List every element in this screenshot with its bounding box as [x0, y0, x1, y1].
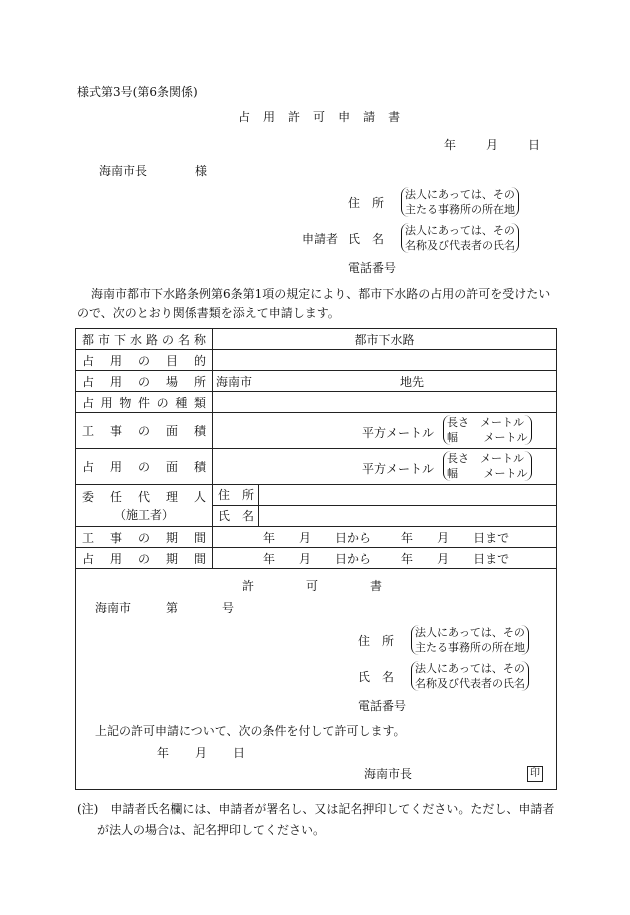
table-row	[76, 449, 557, 485]
period-from: 日から	[335, 551, 372, 566]
applicant-label: 申請者	[302, 232, 339, 246]
note-line: 名称及び代表者の氏名	[405, 239, 515, 252]
addressee-honorific: 様	[195, 164, 208, 178]
note-line-2: が法人の場合は、記名押印してください。	[97, 823, 326, 837]
location-city: 海南市	[216, 374, 253, 389]
row-label: 占用の場所	[76, 371, 213, 392]
permit-title-char: 書	[370, 579, 383, 593]
permit-title-char: 可	[306, 579, 319, 593]
permit-number-city: 海南市	[95, 601, 132, 615]
agent-name-label: 氏 名	[213, 506, 259, 526]
row-label: 占用の期間	[76, 548, 213, 569]
permit-number-go: 号	[222, 601, 235, 615]
area-unit: 平方メートル	[362, 462, 435, 476]
occupancy-period-field[interactable]	[213, 548, 557, 569]
permit-title	[242, 580, 382, 592]
agent-address-label: 住 所	[213, 485, 259, 505]
row-label: 都市下水路の名称	[76, 329, 213, 350]
table-row	[76, 548, 557, 569]
applicant-name-note	[401, 223, 519, 253]
footnote	[77, 799, 554, 841]
note-line: 法人にあっては、その	[405, 224, 515, 237]
meter-unit: メートル	[480, 416, 524, 429]
title-char: 可	[313, 110, 326, 124]
area-unit: 平方メートル	[362, 426, 435, 440]
purpose-field[interactable]	[213, 350, 557, 371]
application-table	[75, 328, 557, 569]
period-year: 年	[401, 530, 414, 545]
title-char: 占	[238, 110, 251, 124]
period-to: 日まで	[473, 530, 510, 545]
note-line: 主たる事務所の所在地	[415, 641, 525, 654]
permit-statement: 上記の許可申請について、次の条件を付して許可します。	[95, 724, 406, 738]
row-label	[76, 485, 213, 527]
table-row	[76, 392, 557, 413]
permit-address-note	[411, 625, 529, 655]
work-period-field[interactable]	[213, 527, 557, 548]
row-label: 占用の目的	[76, 350, 213, 371]
occupancy-area-field[interactable]	[213, 449, 557, 485]
note-line: 主たる事務所の所在地	[405, 203, 515, 216]
applicant-address-label: 住 所	[348, 196, 385, 210]
table-row	[76, 371, 557, 392]
note-line: 名称及び代表者の氏名	[415, 677, 525, 690]
meter-unit: メートル	[483, 431, 528, 444]
applicant-name-label: 氏 名	[348, 232, 385, 246]
title-char: 請	[363, 110, 376, 124]
permit-name-label: 氏 名	[358, 670, 395, 684]
period-month: 月	[437, 551, 450, 566]
permit-date	[157, 747, 245, 759]
row-label: 工事の面積	[76, 413, 213, 449]
date-day: 日	[528, 138, 541, 152]
date-year: 年	[444, 138, 457, 152]
form-title	[238, 111, 413, 123]
application-date	[444, 139, 540, 151]
agent-label: 委任代理人	[82, 489, 206, 504]
note-line: 法人にあっては、その	[415, 626, 525, 639]
period-month: 月	[437, 530, 450, 545]
addressee-name: 海南市長	[99, 164, 148, 178]
title-char: 許	[288, 110, 301, 124]
width-label: 幅	[447, 467, 458, 480]
period-from: 日から	[335, 530, 372, 545]
period-year: 年	[263, 530, 276, 545]
permit-number-dai: 第	[166, 601, 179, 615]
permit-year: 年	[157, 746, 170, 760]
dimension-note	[443, 415, 532, 445]
title-char: 申	[338, 110, 351, 124]
period-month: 月	[299, 530, 312, 545]
period-year: 年	[263, 551, 276, 566]
dimension-note	[443, 451, 532, 481]
period-to: 日まで	[473, 551, 510, 566]
length-label: 長さ	[447, 416, 469, 429]
table-row	[76, 527, 557, 548]
permit-number	[95, 602, 234, 614]
table-row	[76, 329, 557, 350]
note-mark: (注)	[77, 802, 99, 816]
row-label: 工事の期間	[76, 527, 213, 548]
permit-day: 日	[233, 746, 246, 760]
length-label: 長さ	[447, 452, 469, 465]
permit-address-label: 住 所	[358, 634, 395, 648]
table-row	[76, 350, 557, 371]
table-row	[76, 413, 557, 449]
agent-name-row	[213, 506, 556, 526]
intro-paragraph: 海南市都市下水路条例第6条第1項の規定により、都市下水路の占用の許可を受けたいので、次のとおり関係書類を添えて申請します。	[77, 287, 551, 320]
object-type-field[interactable]	[213, 392, 557, 413]
addressee	[99, 165, 207, 177]
row-label: 占用物件の種類	[76, 392, 213, 413]
note-line: 法人にあっては、その	[415, 662, 525, 675]
permit-mayor: 海南市長	[364, 767, 413, 781]
date-month: 月	[486, 138, 499, 152]
agent-sublabel: （施工者）	[113, 507, 174, 522]
permit-title-char: 許	[242, 579, 255, 593]
location-field[interactable]	[213, 371, 557, 392]
seal-mark: 印	[527, 766, 543, 782]
note-line-1: 申請者氏名欄には、申請者が署名し、又は記名押印してください。ただし、申請者	[110, 802, 555, 816]
period-year: 年	[401, 551, 414, 566]
table-row	[76, 485, 557, 527]
form-number: 様式第3号(第6条関係)	[77, 85, 198, 99]
agent-address-row	[213, 485, 556, 506]
permit-phone-label: 電話番号	[358, 699, 407, 713]
location-suffix: 地先	[400, 374, 425, 389]
period-month: 月	[299, 551, 312, 566]
meter-unit: メートル	[483, 467, 528, 480]
note-line: 法人にあっては、その	[405, 188, 515, 201]
applicant-phone-label: 電話番号	[348, 261, 397, 275]
sewer-name-field[interactable]: 都市下水路	[213, 329, 557, 350]
width-label: 幅	[447, 431, 458, 444]
agent-cell	[213, 485, 557, 527]
permit-section	[75, 568, 557, 790]
work-area-field[interactable]	[213, 413, 557, 449]
applicant-address-note	[401, 187, 519, 217]
permit-month: 月	[195, 746, 208, 760]
meter-unit: メートル	[480, 452, 524, 465]
row-label: 占用の面積	[76, 449, 213, 485]
permit-name-note	[411, 661, 529, 691]
title-char: 用	[263, 110, 276, 124]
title-char: 書	[388, 110, 401, 124]
